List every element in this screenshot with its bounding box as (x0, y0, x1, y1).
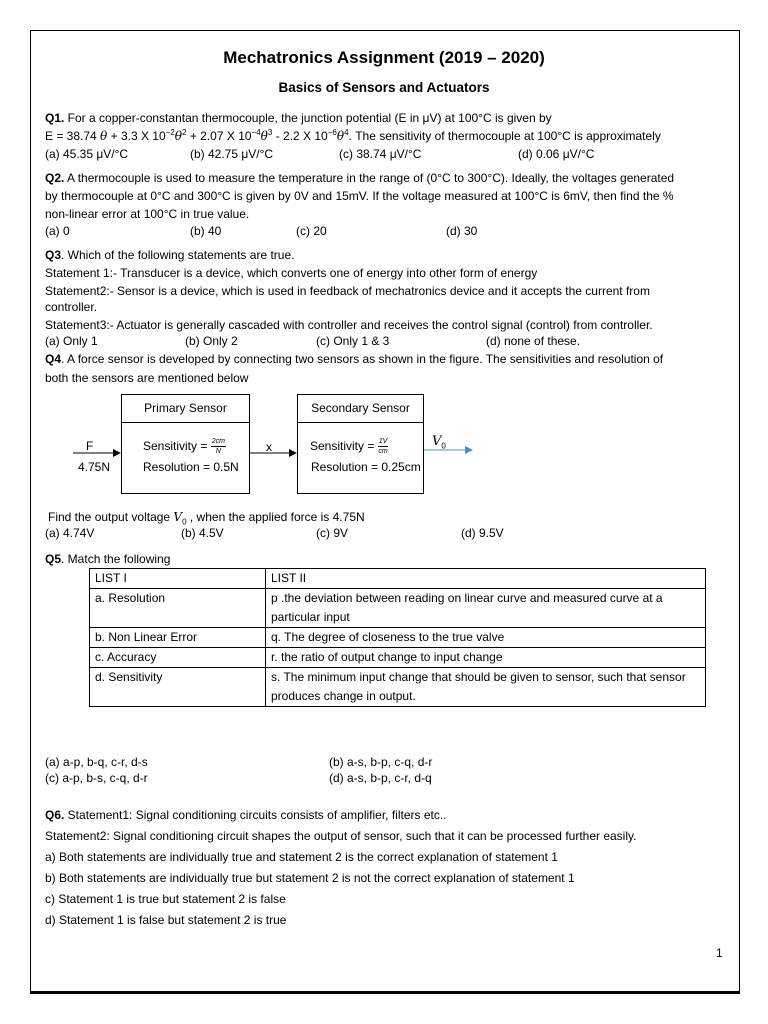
table-cell: c. Accuracy (90, 648, 266, 668)
table-row (90, 648, 706, 668)
q6-option: c) Statement 1 is true but statement 2 is false (45, 892, 286, 906)
table-cell: p .the deviation between reading on linear curve and measured curve at a particular input (266, 589, 706, 628)
q1-option: (c) 38.74 μV/°C (339, 147, 422, 161)
q5-option: (c) a-p, b-s, c-q, d-r (45, 771, 148, 785)
q6-statement-1: Q6. Statement1: Signal conditioning circuits consists of amplifier, filters etc.. (45, 808, 447, 822)
q3-statement-3: Statement3:- Actuator is generally cascaded with controller and receives the control signal (control) from controller. (45, 318, 653, 332)
q4-option: (b) 4.5V (181, 526, 224, 540)
primary-sensor-title: Primary Sensor (144, 401, 227, 415)
input-force-label: F (86, 439, 94, 453)
page-subtitle: Basics of Sensors and Actuators (278, 80, 490, 95)
q4-option: (d) 9.5V (461, 526, 504, 540)
table-header: LIST I (90, 569, 266, 589)
q4-option: (c) 9V (316, 526, 349, 540)
q1-option: (a) 45.35 μV/°C (45, 147, 129, 161)
secondary-sensor-title: Secondary Sensor (311, 401, 410, 415)
q2-text-line3: non-linear error at 100°C in true value. (45, 207, 250, 221)
table-row (90, 589, 706, 628)
q1-option: (d) 0.06 μV/°C (518, 147, 595, 161)
q3-option: (c) Only 1 & 3 (316, 334, 390, 348)
q3-text: Q3. Which of the following statements are true. (45, 248, 295, 262)
table-header-row (90, 569, 706, 589)
q1-equation: E = 38.74 θ + 3.3 X $10^{-2}\theta^2 + 2.07$ X $10^{-4}\theta^3 - 2.2$ X $10^{-6}\theta^4$. The sensitivity of thermocouple at 100°C is approximately (45, 128, 661, 143)
table-cell: b. Non Linear Error (90, 628, 266, 648)
q4-option: (a) 4.74V (45, 526, 95, 540)
q3-statement-2: Statement2:- Sensor is a device, which is used in feedback of mechatronics device and it accepts the current from (45, 284, 650, 298)
q5-option: (d) a-s, b-p, c-r, d-q (329, 771, 432, 785)
secondary-sensor-resolution: Resolution = 0.25cm (311, 460, 421, 474)
q3-option: (d) none of these. (486, 334, 581, 348)
q2-text: Q2. A thermocouple is used to measure the temperature in the range of (0°C to 300°C). Ideally, the voltages generated (45, 171, 675, 185)
q2-option: (a) 0 (45, 224, 70, 238)
q5-option: (a) a-p, b-q, c-r, d-s (45, 755, 148, 769)
table-cell: s. The minimum input change that should be given to sensor, such that sensor produces change in output. (266, 668, 706, 707)
input-force-value: 4.75N (78, 460, 111, 474)
q2-text-line2: by thermocouple at 0°C and 300°C is given by 0V and 15mV. If the voltage measured at 100°C is 6mV, then find the % (45, 189, 674, 203)
q6-option: b) Both statements are individually true but statement 2 is not the correct explanation of statement 1 (45, 871, 575, 885)
secondary-sensor-sensitivity: Sensitivity = $\frac{1V}{cm}$ (310, 438, 388, 456)
table-cell: d. Sensitivity (90, 668, 266, 707)
table-cell: a. Resolution (90, 589, 266, 628)
q2-option: (c) 20 (296, 224, 327, 238)
q3-option: (b) Only 2 (185, 334, 238, 348)
q4-question: Find the output voltage $V_0$ , when the applied force is 4.75N (48, 510, 365, 527)
q2-option: (d) 30 (446, 224, 478, 238)
q2-option: (b) 40 (190, 224, 222, 238)
page-title: Mechatronics Assignment (2019 – 2020) (223, 48, 545, 67)
intermediate-x-label: x (266, 440, 272, 454)
primary-sensor-sensitivity: Sensitivity = $\frac{2cm}{N}$ (143, 438, 225, 456)
q6-statement-2: Statement2: Signal conditioning circuit shapes the output of sensor, such that it can be processed further easily. (45, 829, 637, 843)
q3-statement-2-cont: controller. (45, 300, 98, 314)
q3-statement-1: Statement 1:- Transducer is a device, which converts one of energy into other form of energy (45, 266, 538, 280)
q6-option: d) Statement 1 is false but statement 2 is true (45, 913, 287, 927)
page-number: 1 (716, 946, 723, 960)
q4-text-line2: both the sensors are mentioned below (45, 371, 249, 385)
q4-text: Q4. A force sensor is developed by connecting two sensors as shown in the figure. The sensitivities and resolution of (45, 352, 664, 366)
table-header: LIST II (266, 569, 706, 589)
q5-text: Q5. Match the following (45, 552, 171, 566)
q1-text: Q1. For a copper-constantan thermocouple, the junction potential (E in μV) at 100°C is given by (45, 111, 552, 125)
match-table (89, 568, 706, 707)
table-cell: q. The degree of closeness to the true valve (266, 628, 706, 648)
table-cell: r. the ratio of output change to input change (266, 648, 706, 668)
table-row (90, 628, 706, 648)
q1-option: (b) 42.75 μV/°C (190, 147, 274, 161)
output-voltage-label: $V_0$ (432, 434, 446, 451)
q6-option: a) Both statements are individually true and statement 2 is the correct explanation of statement 1 (45, 850, 558, 864)
q5-option: (b) a-s, b-p, c-q, d-r (329, 755, 433, 769)
table-row (90, 668, 706, 707)
q3-option: (a) Only 1 (45, 334, 98, 348)
primary-sensor-resolution: Resolution = 0.5N (143, 460, 239, 474)
